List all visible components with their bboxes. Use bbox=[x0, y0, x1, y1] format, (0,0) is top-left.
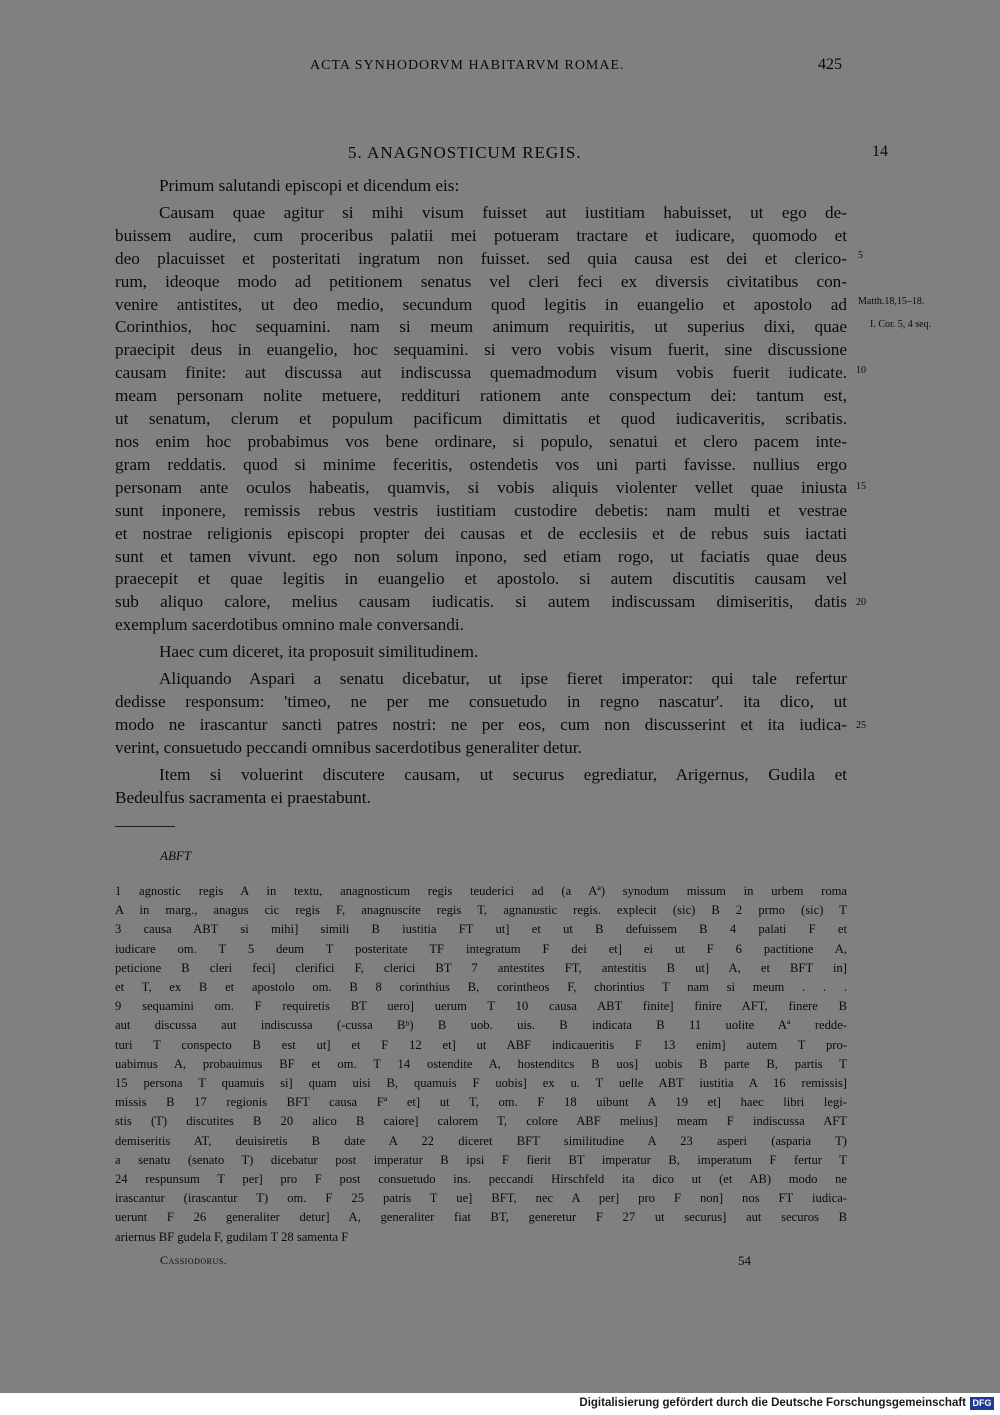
paragraph bbox=[115, 202, 847, 637]
text-line: causam finite: aut discussa aut indiscussa quemadmodum visum vobis fuerit iudicate. bbox=[115, 363, 847, 383]
text-line: sunt et tamen vivunt. ego non solum inpono, sed etiam rogo, ut faciatis quae deus bbox=[115, 546, 847, 566]
page-footer bbox=[160, 1253, 800, 1268]
paragraph bbox=[115, 175, 847, 198]
apparatus-divider bbox=[115, 826, 175, 827]
apparatus-line: 15 persona T quamuis si] quam uisi B, quamuis F uobis] ex u. T uelle ABT iustitia A 16 remissis] bbox=[115, 1076, 847, 1091]
section-title: 5. ANAGNOSTICUM REGIS. bbox=[348, 143, 582, 162]
text-line: nos enim hoc probabimus vos bene ordinare, si populo, senatui et clero pacem inte- bbox=[115, 431, 847, 451]
text-line: deo placuisset et posteritati ingratum non fuisset. sed quia causa est dei et clerico- bbox=[115, 248, 847, 268]
text-line: gram reddatis. quod si minime feceritis, ostendetis vos uni parti favisse. nullius ergo bbox=[115, 454, 847, 474]
critical-apparatus bbox=[115, 882, 847, 1247]
apparatus-line: et T, ex B et apostolo om. B 8 corinthius B, corintheos F, chorintius T nam si meum . . . bbox=[115, 980, 847, 995]
apparatus-line: peticione B cleri feci] clerifici F, clerici BT 7 antestites FT, antestitis B ut] A, et BFT in] bbox=[115, 960, 847, 975]
apparatus-line: uabimus A, probauimus BF et om. T 14 ostendite A, hostenditcs B uos] uobis B parte B, partis T bbox=[115, 1056, 847, 1071]
apparatus-line: 9 sequamini om. F requiretis BT uero] uerum T 10 causa ABT finite] finire AFT, finere B bbox=[115, 999, 847, 1014]
apparatus-line: irascantur (irascantur T) om. F 25 patris T ue] BFT, nec A per] pro F non] nos FT iudica- bbox=[115, 1191, 847, 1206]
text-line: sub aliquo calore, melius causam iudicatis. si autem indiscussam dimiseritis, datis bbox=[115, 592, 847, 612]
text-line: personam ante oculos habeatis, quamvis, si vobis aliquis violenter vellet quae iniusta bbox=[115, 477, 847, 497]
page-number: 425 bbox=[818, 56, 842, 73]
manuscript-sigla: ABFT bbox=[160, 848, 192, 863]
text-line: verint, consuetudo peccandi omnibus sacerdotibus generaliter detur. bbox=[115, 737, 582, 757]
margin-reference: I. Cor. 5, 4 seq. bbox=[870, 319, 932, 330]
text-line: venire antistites, ut deo medio, secundum quod legitis in euangelio et apostolo ad bbox=[115, 294, 847, 314]
apparatus-line: uerunt F 26 generaliter detur] A, generaliter fiat BT, generetur F 27 ut securus] aut securos B bbox=[115, 1210, 847, 1225]
apparatus-line: A in marg., anagus cic regis F, anagnuscite regis T, agnanustic regis. explecit (sic) B 2 prmo (sic) T bbox=[115, 903, 847, 918]
running-header bbox=[0, 58, 1000, 78]
text-line: Causam quae agitur si mihi visum fuisset aut iustitiam habuisset, ut ego de- bbox=[159, 202, 847, 222]
text-line: Aliquando Aspari a senatu dicebatur, ut ipse fieret imperator: qui tale refertur bbox=[159, 669, 847, 689]
text-line: ut senatum, clerum et populum pacificum dimittatis et quod iudicaveritis, scribatis. bbox=[115, 409, 847, 429]
funding-text: Digitalisierung gefördert durch die Deutsche Forschungsgemeinschaft bbox=[579, 1397, 966, 1409]
margin-line-number: 10 bbox=[856, 365, 866, 376]
apparatus-line: stis (T) discutites B 20 alico B caiore] calorem T, colore ABF melius] meam F indiscussa AFT bbox=[115, 1114, 847, 1129]
text-line: praecipit deus in euangelio, hoc sequamini. si vero vobis visum fuerit, sine discussione bbox=[115, 340, 847, 360]
apparatus-line: ariernus BF gudela F, gudilam T 28 samenta F bbox=[115, 1229, 349, 1244]
funding-banner bbox=[0, 1393, 1000, 1415]
gathering-signature: 54 bbox=[738, 1253, 751, 1268]
text-line: Primum salutandi episcopi et dicendum eis: bbox=[159, 176, 460, 195]
apparatus-line: 1 agnostic regis A in textu, anagnosticum regis teuderici ad (a Aª) synodum missum in urbem roma bbox=[115, 884, 847, 898]
apparatus-line: 3 causa ABT si mihi] simili B iustitia FT ut] et ut B defuissem B 4 palati F et bbox=[115, 922, 847, 937]
apparatus-line: a senatu (senato T) dicebatur post imperatur B ipsi F fierit BT imperatur B, imperatum F fertur T bbox=[115, 1152, 847, 1167]
apparatus-line: missis B 17 regionis BFT causa Fª et] ut T, om. F 18 uibunt A 19 et] haec libri legi- bbox=[115, 1095, 847, 1110]
section-number: 14 bbox=[872, 143, 888, 160]
apparatus-line: iudicare om. T 5 deum T posteritate TF integratum F dei et] ei ut F 6 pactitione A, bbox=[115, 941, 847, 956]
text-line: Bedeulfus sacramenta ei praestabunt. bbox=[115, 787, 371, 807]
apparatus-line: demiseritis AT, deuisiretis B date A 22 diceret BFT similitudine A 23 asperi (asparia T) bbox=[115, 1133, 847, 1148]
margin-line-number: 25 bbox=[856, 720, 866, 731]
apparatus-line: turi T conspecto B est ut] et F 12 et] ut ABF indicaueritis F 13 enim] autem T pro- bbox=[115, 1037, 847, 1052]
text-line: et nostrae religionis episcopi propter dei causas et de ecclesiis et de rebus suis iactati bbox=[115, 523, 847, 543]
dfg-logo: DFG bbox=[970, 1397, 994, 1410]
paragraph bbox=[115, 668, 847, 760]
text-line: modo ne irascantur sancti patres nostri: ne per eos, cum non discusserint et ita iudica- bbox=[115, 714, 847, 734]
text-line: exemplum sacerdotibus omnino male conversandi. bbox=[115, 615, 464, 635]
text-line: Corinthios, hoc sequamini. nam si meum animum requiritis, ut superius dixi, quae bbox=[115, 317, 847, 337]
text-line: Item si voluerint discutere causam, ut securus egrediatur, Arigernus, Gudila et bbox=[159, 764, 847, 784]
apparatus-line: aut discussa aut indiscussa (-cussa Bᵇ) B uob. uis. B indicata B 11 uolite Aª redde- bbox=[115, 1018, 847, 1033]
author-signature: Cassiodorus. bbox=[160, 1253, 228, 1267]
text-line: dedisse responsum: 'timeo, ne per me consuetudo in regno nascatur'. ita dico, ut bbox=[115, 691, 847, 711]
text-line: praecepit et quae legitis in euangelio et apostolo. si autem discutitis causam vel bbox=[115, 569, 847, 589]
margin-line-number: 20 bbox=[856, 597, 866, 608]
paragraph bbox=[115, 641, 847, 664]
margin-line-number: 15 bbox=[856, 481, 866, 492]
text-line: rum, ideoque modo ad petitionem senatus vel cleri feci ex diversis civitatibus con- bbox=[115, 271, 847, 291]
paragraph bbox=[115, 764, 847, 810]
apparatus-line: 24 respunsum T per] pro F post consuetudo ins. peccandi Hirschfeld ita dico ut (et AB) modo ne bbox=[115, 1172, 847, 1187]
text-line: sunt inponere, remissis rebus vestris iustitiam custodire debetis: nam multi et vestrae bbox=[115, 500, 847, 520]
running-title: ACTA SYNHODORVM HABITARVM ROMAE. bbox=[310, 58, 625, 73]
margin-line-number: 5 bbox=[858, 250, 863, 261]
margin-reference: Matth.18,15–18. bbox=[858, 296, 925, 307]
main-text bbox=[115, 175, 847, 813]
text-line: buissem audire, cum proceribus palatii mei potueram tractare et iudicare, quomodo et bbox=[115, 225, 847, 245]
text-line: meam personam nolite metuere, reddituri rationem ante conspectum dei: tantum est, bbox=[115, 386, 847, 406]
text-line: Haec cum diceret, ita proposuit similitudinem. bbox=[159, 642, 479, 662]
